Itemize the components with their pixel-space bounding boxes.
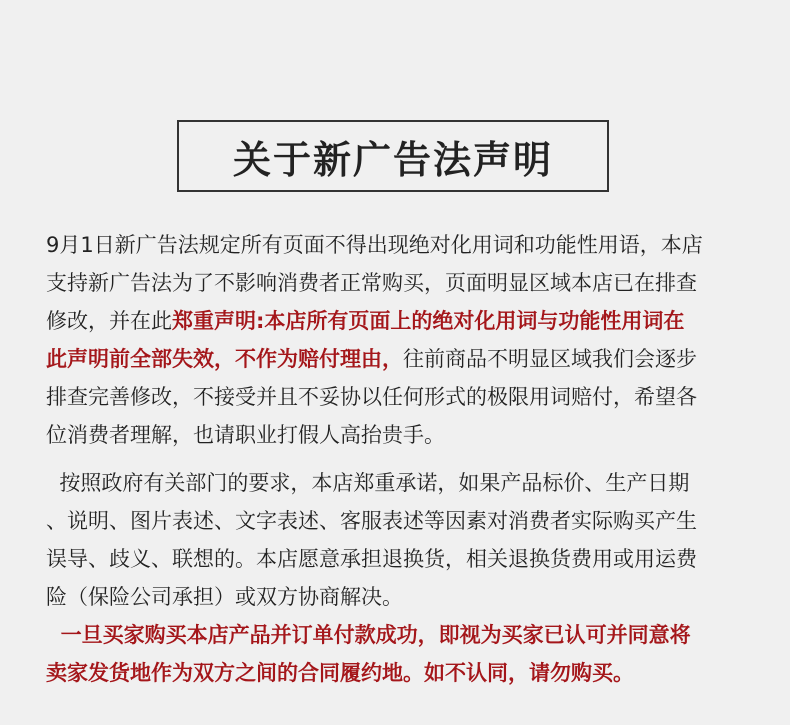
paragraph2-line2: 、说明、图片表述、文字表述、客服表述等因素对消费者实际购买产生 [46, 509, 697, 533]
paragraph2-line5-highlight: 一旦买家购买本店产品并订单付款成功，即视为买家已认可并同意将 [46, 623, 691, 647]
paragraph1-line3-highlight: 郑重声明:本店所有页面上的绝对化用词与功能性用词在 [172, 309, 685, 333]
paragraph2-line6-highlight: 卖家发货地作为双方之间的合同履约地。如不认同，请勿购买。 [46, 661, 634, 685]
paragraph1-line6: 位消费者理解，也请职业打假人高抬贵手。 [46, 423, 445, 447]
paragraph1-line4-highlight: 此声明前全部失效，不作为赔付理由， [46, 347, 403, 371]
paragraph-store-commitment [46, 464, 756, 692]
paragraph-ad-law-notice [46, 226, 756, 454]
page-title: 关于新广告法声明 [232, 137, 553, 182]
paragraph1-line4 [46, 340, 756, 378]
paragraph1-line1: 9月1日新广告法规定所有页面不得出现绝对化用词和功能性用语，本店 [46, 233, 703, 257]
paragraph1-line3-plain: 修改，并在此 [46, 309, 172, 333]
paragraph2-line3: 误导、歧义、联想的。本店愿意承担退换货，相关退换货费用或用运费 [46, 547, 697, 571]
paragraph2-line1: 按照政府有关部门的要求，本店郑重承诺，如果产品标价、生产日期 [46, 471, 690, 495]
paragraph1-line2: 支持新广告法为了不影响消费者正常购买，页面明显区域本店已在排查 [46, 271, 697, 295]
paragraph1-line4-plain: 往前商品不明显区域我们会逐步 [403, 347, 697, 371]
paragraph1-line3 [46, 302, 756, 340]
paragraph2-line4: 险（保险公司承担）或双方协商解决。 [46, 585, 403, 609]
paragraph1-line5: 排查完善修改，不接受并且不妥协以任何形式的极限用词赔付，希望各 [46, 385, 697, 409]
title-box [177, 120, 609, 192]
